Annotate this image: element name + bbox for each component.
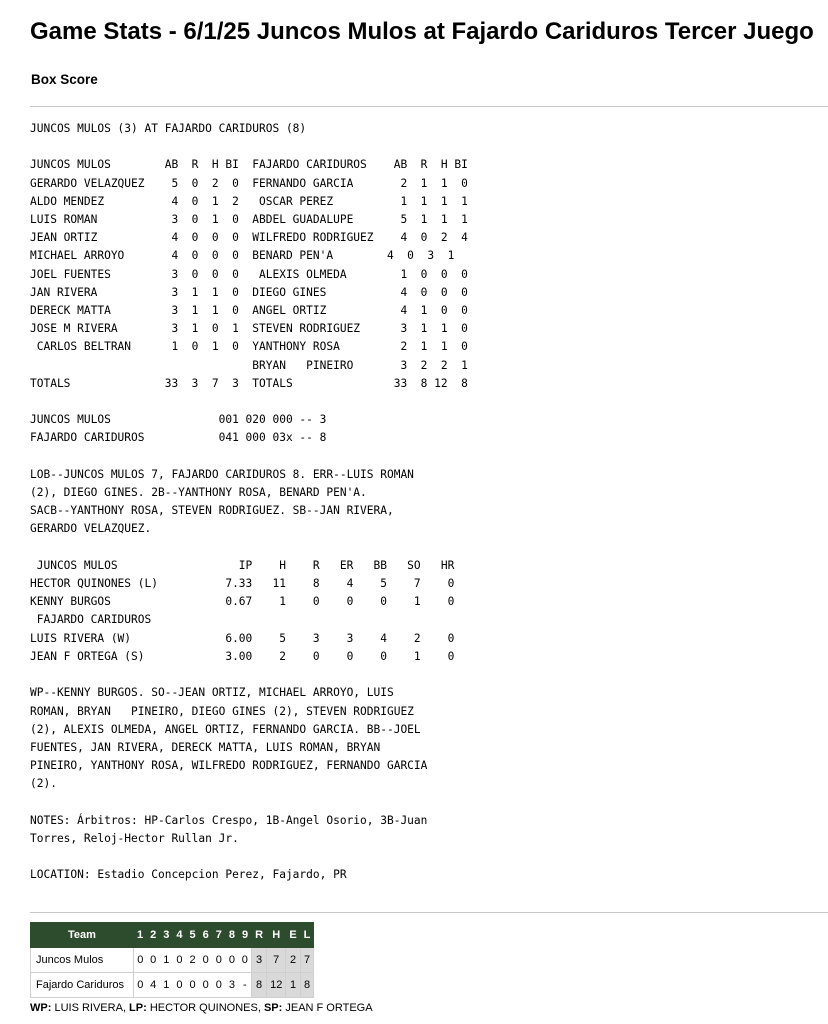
inning-score: 2: [186, 948, 199, 973]
pitching-row: KENNY BURGOS 0.67 1 0 0 0 1 0: [30, 595, 455, 609]
total-errors: 2: [286, 948, 300, 973]
batting-row: BRYAN PINEIRO 3 2 2 1: [30, 358, 468, 372]
inning-score: 1: [160, 973, 173, 998]
box-score-text: [30, 120, 468, 885]
pitching-notes-line: ROMAN, BRYAN PINEIRO, DIEGO GINES (2), STEVEN RODRIGUEZ: [30, 704, 414, 718]
winning-pitcher: LUIS RIVERA: [54, 1002, 123, 1014]
inning-score: 4: [147, 973, 160, 998]
batting-row: JAN RIVERA 3 1 1 0 DIEGO GINES 4 0 0 0: [30, 285, 468, 299]
save-pitcher: JEAN F ORTEGA: [285, 1002, 373, 1014]
batting-row: JOSE M RIVERA 3 1 0 1 STEVEN RODRIGUEZ 3 1 1 0: [30, 322, 468, 336]
pitching-notes-line: WP--KENNY BURGOS. SO--JEAN ORTIZ, MICHAEL ARROYO, LUIS: [30, 686, 394, 700]
header-inning: 4: [173, 923, 186, 948]
box-score-heading: Box Score: [31, 72, 98, 87]
total-errors: 1: [286, 973, 300, 998]
total-hits: 12: [267, 973, 286, 998]
game-notes-line: (2), DIEGO GINES. 2B--YANTHONY ROSA, BENARD PEN'A.: [30, 486, 367, 500]
inning-score: 0: [147, 948, 160, 973]
batting-row: GERARDO VELAZQUEZ 5 0 2 0 FERNANDO GARCIA 2 1 1 0: [30, 176, 468, 190]
total-lob: 7: [300, 948, 314, 973]
batting-row: LUIS ROMAN 3 0 1 0 ABDEL GUADALUPE 5 1 1 1: [30, 213, 468, 227]
pitching-notes-line: FUENTES, JAN RIVERA, DERECK MATTA, LUIS ROMAN, BRYAN: [30, 740, 381, 754]
linescore-table: [30, 922, 314, 998]
pitching-row: HECTOR QUINONES (L) 7.33 11 8 4 5 7 0: [30, 577, 455, 591]
inning-score: 0: [134, 973, 147, 998]
inning-score: 0: [212, 948, 225, 973]
pitching-notes-line: PINEIRO, YANTHONY ROSA, WILFREDO RODRIGUEZ, FERNANDO GARCIA: [30, 759, 428, 773]
lp-label: LP:: [129, 1002, 147, 1014]
inning-score: -: [239, 973, 252, 998]
header-hits: H: [267, 923, 286, 948]
linescore-row: FAJARDO CARIDUROS 041 000 03x -- 8: [30, 431, 327, 445]
location-line: LOCATION: Estadio Concepcion Perez, Fajardo, PR: [30, 868, 347, 882]
header-inning: 6: [199, 923, 212, 948]
pitching-notes-line: (2).: [30, 777, 57, 791]
game-notes-line: SACB--YANTHONY ROSA, STEVEN RODRIGUEZ. SB--JAN RIVERA,: [30, 504, 394, 518]
pitching-row: JEAN F ORTEGA (S) 3.00 2 0 0 0 1 0: [30, 649, 455, 663]
batting-row: DERECK MATTA 3 1 1 0 ANGEL ORTIZ 4 1 0 0: [30, 304, 468, 318]
inning-score: 0: [199, 948, 212, 973]
header-runs: R: [252, 923, 267, 948]
losing-pitcher: HECTOR QUINONES: [149, 1002, 258, 1014]
umpire-notes-line: Torres, Reloj-Hector Rullan Jr.: [30, 831, 239, 845]
sp-label: SP:: [263, 1002, 283, 1014]
header-inning: 8: [225, 923, 238, 948]
top-divider: [30, 106, 828, 107]
header-inning: 1: [134, 923, 147, 948]
batting-row: JEAN ORTIZ 4 0 0 0 WILFREDO RODRIGUEZ 4 0 2 4: [30, 231, 468, 245]
header-inning: 7: [212, 923, 225, 948]
total-hits: 7: [267, 948, 286, 973]
header-inning: 5: [186, 923, 199, 948]
total-lob: 8: [300, 973, 314, 998]
pitching-decisions: WP: LUIS RIVERA, LP: HECTOR QUINONES, SP: JEAN F ORTEGA: [30, 1002, 373, 1014]
inning-score: 0: [199, 973, 212, 998]
linescore-header-row: [31, 923, 314, 948]
header-inning: 9: [239, 923, 252, 948]
batting-row: ALDO MENDEZ 4 0 1 2 OSCAR PEREZ 1 1 1 1: [30, 194, 468, 208]
box-score-header: JUNCOS MULOS (3) AT FAJARDO CARIDUROS (8): [30, 122, 307, 135]
total-runs: 3: [252, 948, 267, 973]
batting-header: JUNCOS MULOS AB R H BI FAJARDO CARIDUROS AB R H BI: [30, 158, 468, 172]
inning-score: 0: [134, 948, 147, 973]
pitching-header: JUNCOS MULOS IP H R ER BB SO HR: [30, 558, 455, 572]
pitching-notes-line: (2), ALEXIS OLMEDA, ANGEL ORTIZ, FERNANDO GARCIA. BB--JOEL: [30, 722, 421, 736]
team-name: Fajardo Cariduros: [31, 973, 134, 998]
pitching-row: LUIS RIVERA (W) 6.00 5 3 3 4 2 0: [30, 631, 455, 645]
page-title: Game Stats - 6/1/25 Juncos Mulos at Fajardo Cariduros Tercer Juego: [30, 18, 814, 45]
bottom-divider: [30, 912, 828, 913]
inning-score: 0: [186, 973, 199, 998]
inning-score: 0: [212, 973, 225, 998]
header-inning: 2: [147, 923, 160, 948]
header-inning: 3: [160, 923, 173, 948]
batting-row: JOEL FUENTES 3 0 0 0 ALEXIS OLMEDA 1 0 0 0: [30, 267, 468, 281]
batting-row: MICHAEL ARROYO 4 0 0 0 BENARD PEN'A 4 0 3 1: [30, 249, 455, 263]
pitching-team-label: FAJARDO CARIDUROS: [30, 613, 152, 627]
umpire-notes-line: NOTES: Árbitros: HP-Carlos Crespo, 1B-Angel Osorio, 3B-Juan: [30, 813, 428, 827]
batting-row: CARLOS BELTRAN 1 0 1 0 YANTHONY ROSA 2 1 1 0: [30, 340, 468, 354]
inning-score: 0: [173, 948, 186, 973]
team-name: Juncos Mulos: [31, 948, 134, 973]
table-row: [31, 973, 314, 998]
game-notes-line: GERARDO VELAZQUEZ.: [30, 522, 152, 536]
header-lob: L: [300, 923, 314, 948]
inning-score: 1: [160, 948, 173, 973]
table-row: [31, 948, 314, 973]
inning-score: 3: [225, 973, 238, 998]
inning-score: 0: [225, 948, 238, 973]
linescore-row: JUNCOS MULOS 001 020 000 -- 3: [30, 413, 327, 427]
game-notes-line: LOB--JUNCOS MULOS 7, FAJARDO CARIDUROS 8. ERR--LUIS ROMAN: [30, 467, 414, 481]
header-team: Team: [31, 923, 134, 948]
batting-totals: TOTALS 33 3 7 3 TOTALS 33 8 12 8: [30, 376, 468, 390]
total-runs: 8: [252, 973, 267, 998]
header-errors: E: [286, 923, 300, 948]
inning-score: 0: [239, 948, 252, 973]
wp-label: WP:: [30, 1002, 52, 1014]
inning-score: 0: [173, 973, 186, 998]
